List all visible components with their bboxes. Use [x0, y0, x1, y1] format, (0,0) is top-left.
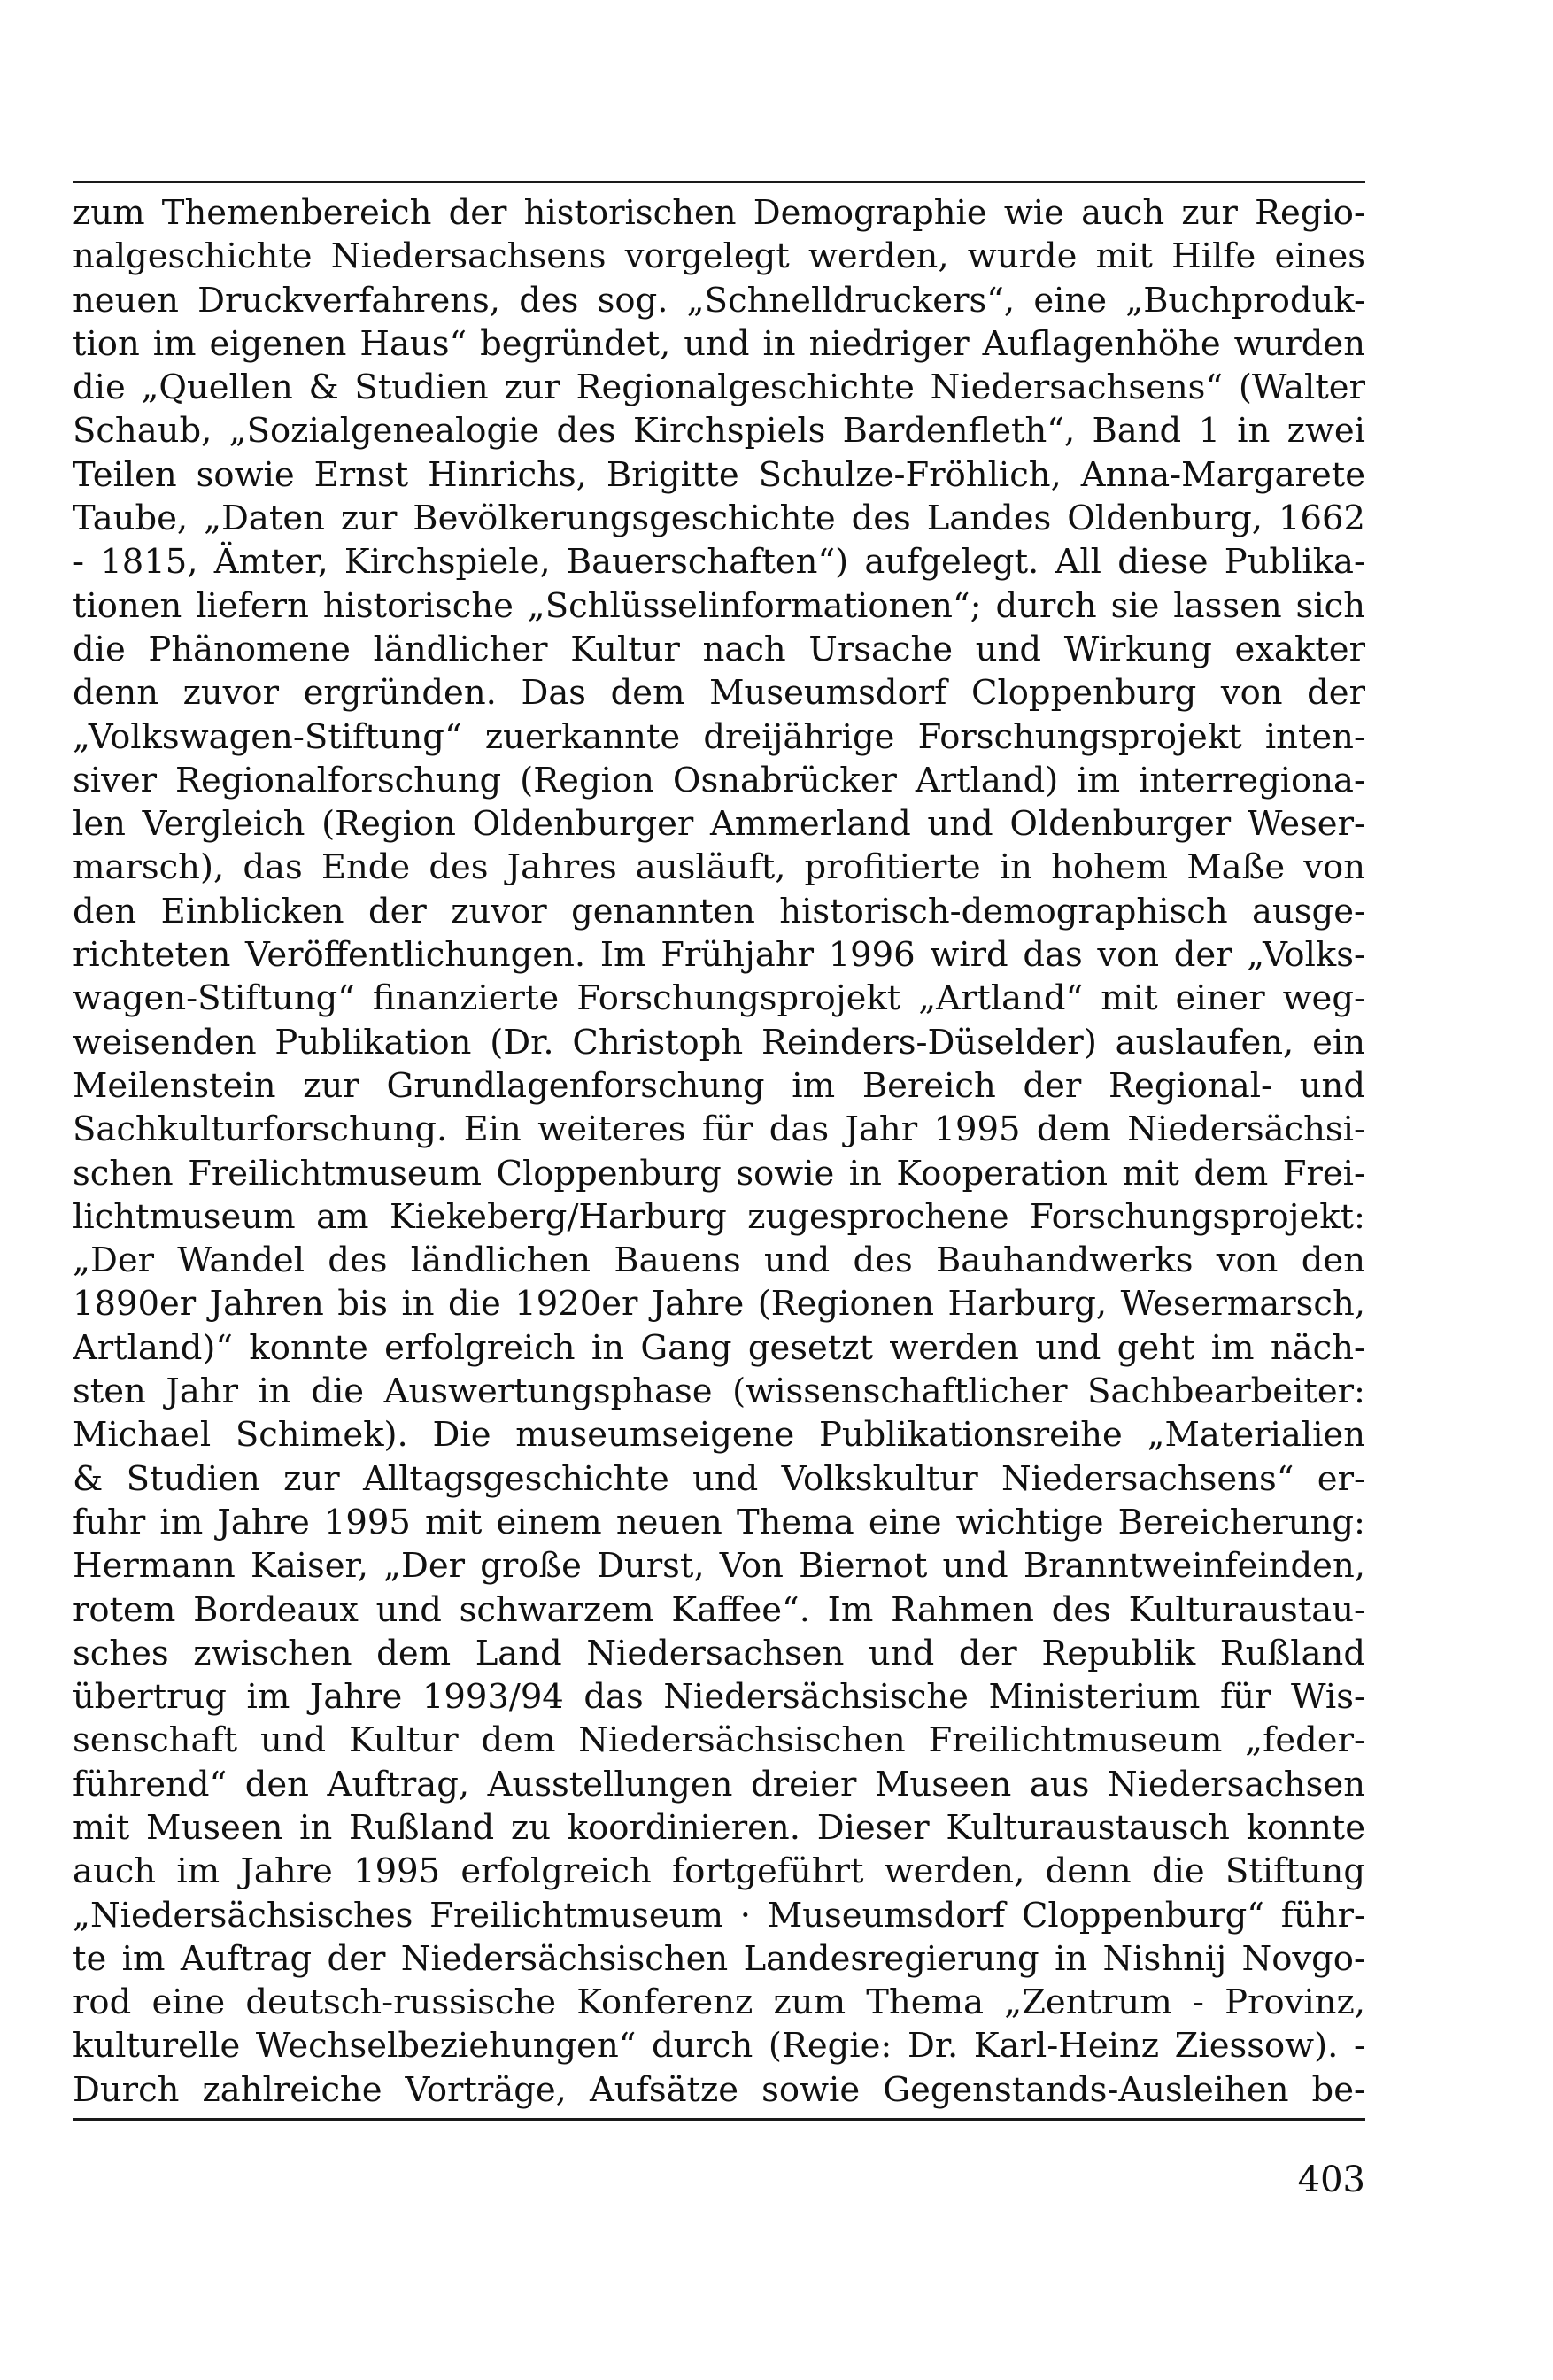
text-line: - 1815, Ämter, Kirchspiele, Bauerschaften“) aufgelegt. All diese Publika- — [73, 542, 1365, 583]
text-line: übertrug im Jahre 1993/94 das Niedersächsische Ministerium für Wis- — [73, 1677, 1365, 1718]
text-line: Teilen sowie Ernst Hinrichs, Brigitte Schulze-Fröhlich, Anna-Margarete — [73, 454, 1365, 495]
text-line: den Einblicken der zuvor genannten historisch-demographisch ausge- — [73, 891, 1365, 931]
text-line: schen Freilichtmuseum Cloppenburg sowie in Kooperation mit dem Frei- — [73, 1153, 1365, 1194]
text-line: & Studien zur Alltagsgeschichte und Volkskultur Niedersachsens“ er- — [73, 1458, 1365, 1499]
text-line: auch im Jahre 1995 erfolgreich fortgeführt werden, denn die Stiftung — [73, 1851, 1365, 1892]
text-line: weisenden Publikation (Dr. Christoph Reinders-Düselder) auslaufen, ein — [73, 1022, 1365, 1062]
text-line: „Niedersächsisches Freilichtmuseum · Museumsdorf Cloppenburg“ führ- — [73, 1895, 1365, 1936]
text-line: tion im eigenen Haus“ begründet, und in niedriger Auflagenhöhe wurden — [73, 323, 1365, 364]
text-line: Sachkulturforschung. Ein weiteres für das Jahr 1995 dem Niedersächsi- — [73, 1109, 1365, 1150]
text-line: tionen liefern historische „Schlüsselinformationen“; durch sie lassen sich — [73, 585, 1365, 626]
text-line: marsch), das Ende des Jahres ausläuft, profitierte in hohem Maße von — [73, 847, 1365, 888]
bottom-rule — [73, 2118, 1365, 2121]
text-line: sches zwischen dem Land Niedersachsen und der Republik Rußland — [73, 1633, 1365, 1673]
text-line: die Phänomene ländlicher Kultur nach Ursache und Wirkung exakter — [73, 629, 1365, 669]
text-line: „Der Wandel des ländlichen Bauens und des Bauhandwerks von den — [73, 1240, 1365, 1281]
text-line: rod eine deutsch-russische Konferenz zum Thema „Zentrum - Provinz, — [73, 1982, 1365, 2023]
top-rule — [73, 181, 1365, 183]
text-line: nalgeschichte Niedersachsens vorgelegt werden, wurde mit Hilfe eines — [73, 236, 1365, 277]
text-line: denn zuvor ergründen. Das dem Museumsdorf Cloppenburg von der — [73, 673, 1365, 714]
text-line: Schaub, „Sozialgenealogie des Kirchspiels Bardenfleth“, Band 1 in zwei — [73, 411, 1365, 452]
text-line: rotem Bordeaux und schwarzem Kaffee“. Im Rahmen des Kulturaustau- — [73, 1589, 1365, 1630]
text-line: 1890er Jahren bis in die 1920er Jahre (Regionen Harburg, Wesermarsch, — [73, 1284, 1365, 1325]
text-line: kulturelle Wechselbeziehungen“ durch (Regie: Dr. Karl-Heinz Ziessow). - — [73, 2026, 1365, 2067]
text-line: führend“ den Auftrag, Ausstellungen dreier Museen aus Niedersachsen — [73, 1764, 1365, 1804]
text-line: Taube, „Daten zur Bevölkerungsgeschichte des Landes Oldenburg, 1662 — [73, 498, 1365, 539]
body-text — [73, 191, 1365, 2112]
text-line: senschaft und Kultur dem Niedersächsischen Freilichtmuseum „feder- — [73, 1720, 1365, 1761]
text-line: „Volkswagen-Stiftung“ zuerkannte dreijährige Forschungsprojekt inten- — [73, 716, 1365, 757]
text-line: richteten Veröffentlichungen. Im Frühjahr 1996 wird das von der „Volks- — [73, 935, 1365, 976]
text-line: lichtmuseum am Kiekeberg/Harburg zugesprochene Forschungsprojekt: — [73, 1196, 1365, 1237]
text-line: zum Themenbereich der historischen Demographie wie auch zur Regio- — [73, 193, 1365, 233]
text-line: neuen Druckverfahrens, des sog. „Schnelldruckers“, eine „Buchproduk- — [73, 280, 1365, 321]
text-line: Hermann Kaiser, „Der große Durst, Von Biernot und Branntweinfeinden, — [73, 1546, 1365, 1587]
text-line: Artland)“ konnte erfolgreich in Gang gesetzt werden und geht im näch- — [73, 1327, 1365, 1368]
text-line: te im Auftrag der Niedersächsischen Landesregierung in Nishnij Novgo- — [73, 1938, 1365, 1979]
text-line: die „Quellen & Studien zur Regionalgeschichte Niedersachsens“ (Walter — [73, 367, 1365, 408]
text-line: mit Museen in Rußland zu koordinieren. Dieser Kulturaustausch konnte — [73, 1807, 1365, 1848]
text-line: Durch zahlreiche Vorträge, Aufsätze sowie Gegenstands-Ausleihen be- — [73, 2069, 1365, 2110]
text-line: Meilenstein zur Grundlagenforschung im Bereich der Regional- und — [73, 1065, 1365, 1106]
text-line: sten Jahr in die Auswertungsphase (wissenschaftlicher Sachbearbeiter: — [73, 1372, 1365, 1412]
text-line: siver Regionalforschung (Region Osnabrücker Artland) im interregiona- — [73, 760, 1365, 800]
page-number: 403 — [1297, 2160, 1365, 2200]
text-line: fuhr im Jahre 1995 mit einem neuen Thema eine wichtige Bereicherung: — [73, 1502, 1365, 1542]
text-line: Michael Schimek). Die museumseigene Publikationsreihe „Materialien — [73, 1415, 1365, 1456]
text-line: len Vergleich (Region Oldenburger Ammerland und Oldenburger Weser- — [73, 804, 1365, 845]
text-line: wagen-Stiftung“ finanzierte Forschungsprojekt „Artland“ mit einer weg- — [73, 978, 1365, 1019]
